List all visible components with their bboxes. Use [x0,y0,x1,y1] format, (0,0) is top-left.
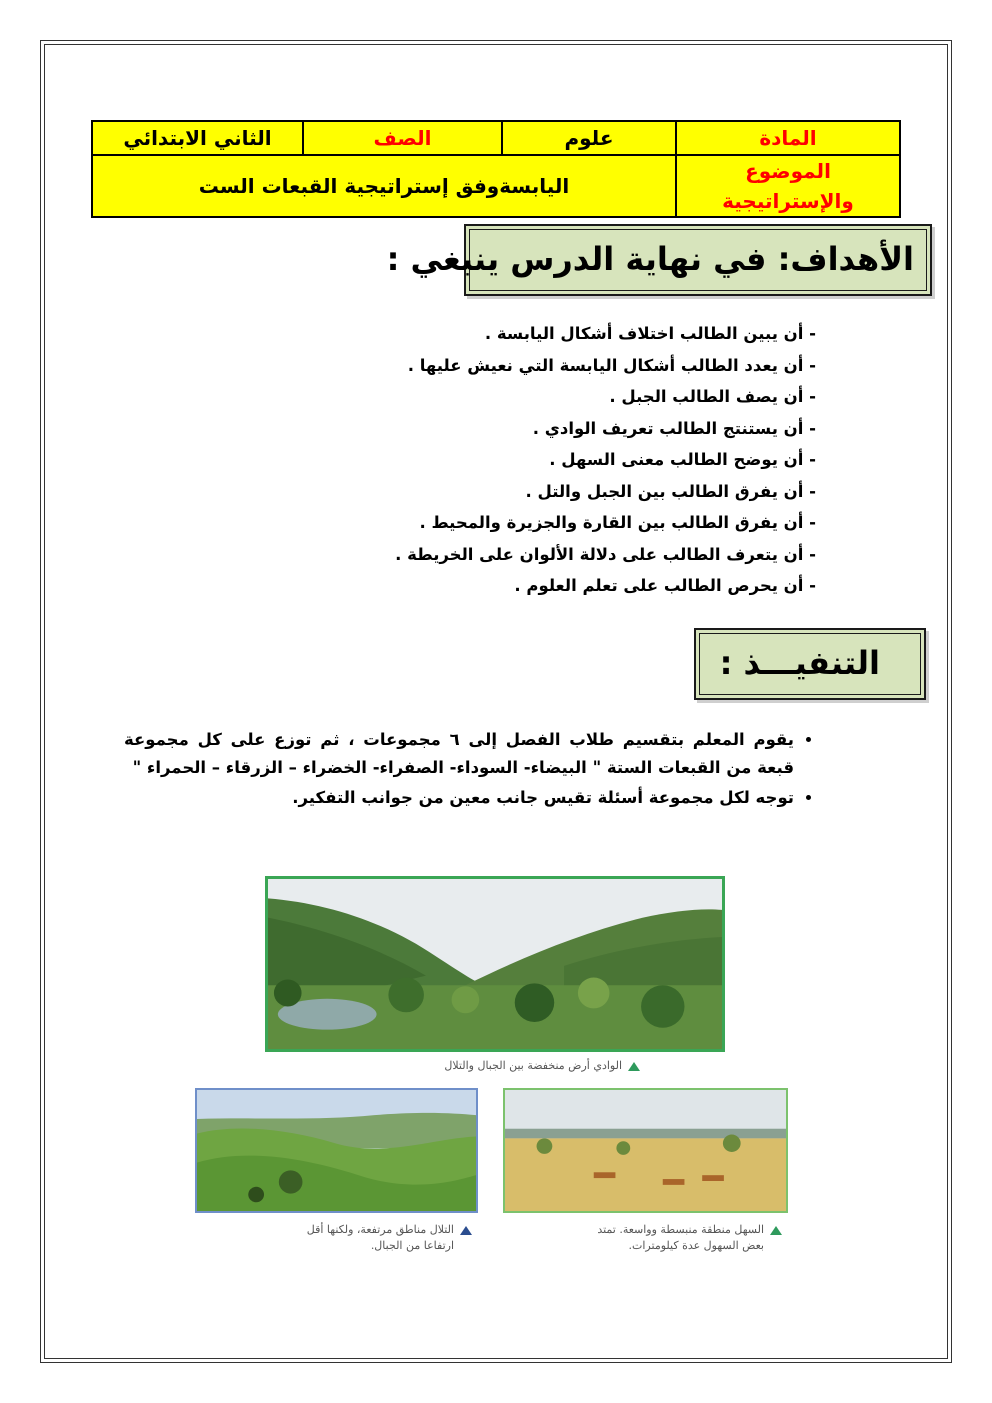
goals-heading: الأهداف: في نهاية الدرس ينبغي : [386,240,914,278]
execution-heading-banner [694,628,926,700]
subject-label: المادة [676,121,900,155]
grade-value: الثاني الابتدائي [92,121,303,155]
hills-caption [240,1222,472,1254]
objective-item: - أن يوضح الطالب معنى السهل . [549,450,816,469]
info-row-subject [92,121,900,155]
subject-value: علوم [502,121,676,155]
objective-item: - أن يفرق الطالب بين القارة والجزيرة والمحيط . [419,513,816,532]
hills-caption-line-2: ارتفاعا من الجبال. [370,1239,454,1252]
valley-caption [340,1058,640,1074]
lesson-info-table [91,120,901,218]
execution-step: • يقوم المعلم بتقسيم طلاب الفصل إلى ٦ مجموعات ، ثم توزع على كل مجموعة قبعة من القبعات الستة " البيضاء- السوداء- الصفراء- الخضراء – الزرقاء – الحمراء " [124,726,794,782]
plain-caption-text-1: السهل منطقة منبسطة وواسعة. تمتد [597,1223,764,1236]
info-row-topic [92,155,900,217]
plain-caption-line-1 [550,1222,782,1238]
hills-caption-text-1: التلال مناطق مرتفعة، ولكنها أقل [306,1223,454,1236]
valley-caption-text: الوادي أرض منخفضة بين الجبال والتلال [444,1059,622,1072]
objective-item: - أن يعدد الطالب أشكال اليابسة التي نعيش عليها . [407,355,816,375]
execution-step: • توجه لكل مجموعة أسئلة تقيس جانب معين من جوانب التفكير. [124,784,794,812]
objective-item: - أن يحرص الطالب على تعلم العلوم . [514,576,816,595]
topic-label: الموضوع والإستراتيجية [676,155,900,217]
objective-item: - أن يتعرف الطالب على دلالة الألوان على الخريطة . [395,544,816,564]
plain-caption [550,1222,782,1254]
objective-item: - أن يفرق الطالب بين الجبل والتل . [525,481,816,501]
caption-triangle-icon [628,1062,640,1071]
execution-steps-list [124,726,816,814]
objective-item: - أن يصف الطالب الجبل . [609,387,816,406]
hills-caption-line-1 [240,1222,472,1238]
objective-item: - أن يستنتج الطالب تعريف الوادي . [532,418,816,438]
goals-heading-banner [386,224,932,296]
plain-photo [503,1088,788,1213]
objectives-list [395,318,816,602]
execution-heading: التنفيـــذ : [719,644,880,682]
topic-value: اليابسةوفق إستراتيجية القبعات الست [92,155,676,217]
valley-photo [265,876,725,1052]
caption-triangle-icon [770,1226,782,1235]
plain-caption-line-2: بعض السهول عدة كيلومترات. [628,1239,764,1252]
objective-item: - أن يبين الطالب اختلاف أشكال اليابسة . [484,324,816,343]
grade-label: الصف [303,121,502,155]
caption-triangle-icon [460,1226,472,1235]
hills-photo [195,1088,478,1213]
